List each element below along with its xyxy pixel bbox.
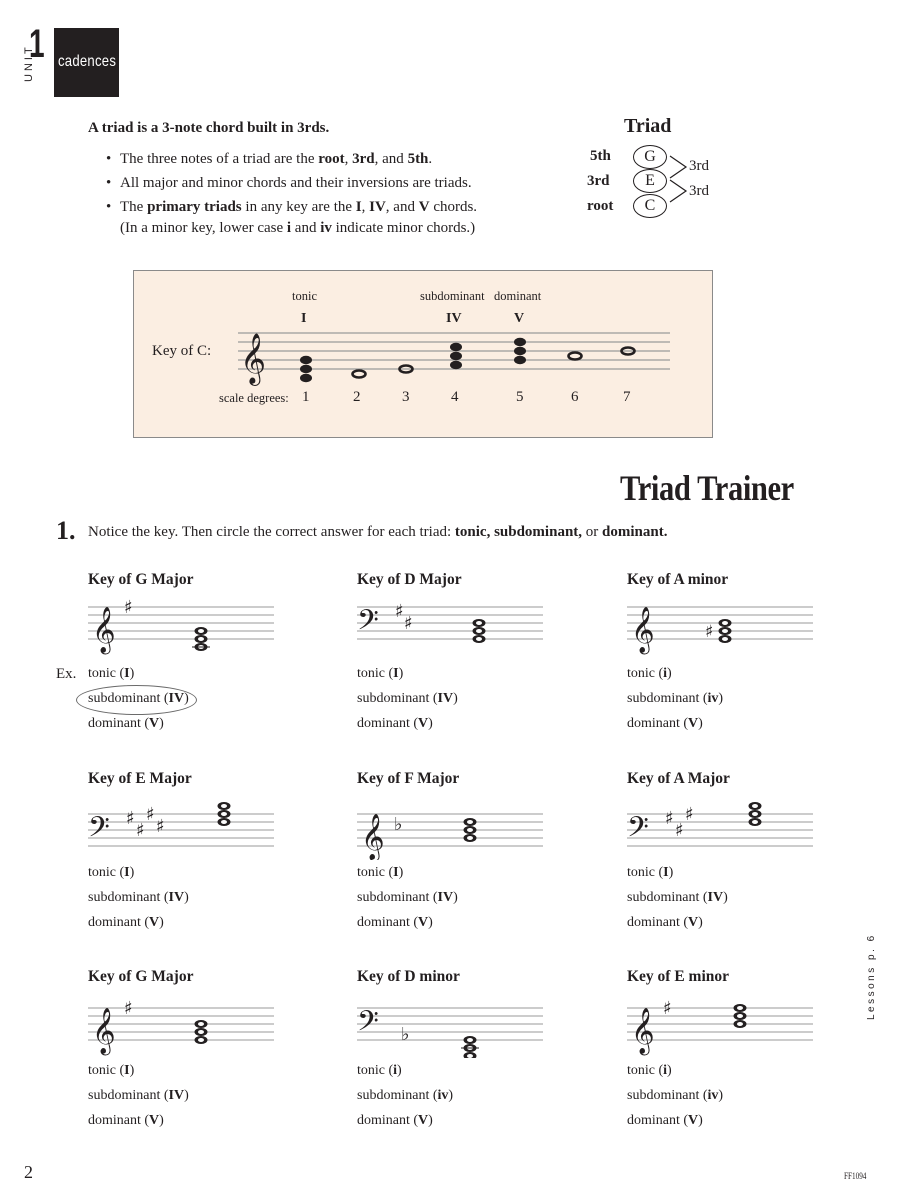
staff-treble-g-major	[88, 591, 278, 661]
degree-3: 3	[402, 389, 410, 405]
choice-dominant[interactable]: dominant (V)	[357, 1113, 433, 1128]
choice-subdominant[interactable]: subdominant (IV)	[88, 890, 189, 905]
degree-2: 2	[353, 389, 361, 405]
key-of-c-panel	[133, 270, 713, 438]
choice-dominant[interactable]: dominant (V)	[627, 915, 703, 930]
choice-tonic[interactable]: tonic (I)	[357, 666, 404, 681]
exercise-item-8	[357, 968, 587, 1148]
choice-tonic[interactable]: tonic (i)	[627, 666, 672, 681]
svg-text:𝄢: 𝄢	[357, 604, 379, 644]
triad-note-g: G	[633, 145, 667, 169]
exercise-instruction: Notice the key. Then circle the correct answer for each triad: tonic, subdominant, or dominant.	[88, 524, 668, 540]
key-title: Key of G Major	[88, 968, 194, 985]
choice-dominant[interactable]: dominant (V)	[357, 716, 433, 731]
svg-text:♯: ♯	[675, 820, 684, 841]
exercise-item-9	[627, 968, 857, 1148]
exercise-item-2	[357, 571, 587, 751]
key-title: Key of A minor	[627, 571, 729, 588]
bullet-3: • The primary triads in any key are the I, IV, and V chords. (In a minor key, lower case i and iv indicate minor chords.)	[120, 195, 477, 237]
exercise-item-1	[88, 571, 318, 751]
interval-brackets-icon	[668, 152, 690, 214]
svg-text:♯: ♯	[705, 622, 714, 642]
svg-text:♯: ♯	[156, 816, 165, 837]
staff-treble-e-minor	[627, 988, 817, 1058]
choice-tonic[interactable]: tonic (I)	[357, 865, 404, 880]
svg-text:♯: ♯	[404, 613, 413, 634]
section-badge	[54, 28, 119, 97]
choice-dominant[interactable]: dominant (V)	[627, 716, 703, 731]
choice-subdominant[interactable]: subdominant (IV)	[88, 1088, 189, 1103]
scale-degrees-label: scale degrees:	[219, 391, 289, 405]
label-subdominant: subdominant	[420, 289, 485, 303]
key-title: Key of E minor	[627, 968, 730, 985]
staff-bass-d-major	[357, 591, 547, 661]
triad-diagram-title: Triad	[624, 115, 672, 137]
svg-text:𝄞: 𝄞	[92, 1008, 116, 1054]
choice-tonic[interactable]: tonic (I)	[88, 666, 135, 681]
choice-dominant[interactable]: dominant (V)	[88, 1113, 164, 1128]
choice-subdominant[interactable]: subdominant (iv)	[627, 1088, 724, 1103]
svg-text:𝄞: 𝄞	[631, 607, 655, 653]
publication-code: FF1094	[844, 1171, 867, 1181]
choice-subdominant[interactable]: subdominant (IV)	[627, 890, 728, 905]
staff-bass-e-major	[88, 790, 278, 860]
page-number: 2	[24, 1162, 33, 1182]
choice-dominant[interactable]: dominant (V)	[357, 915, 433, 930]
interval-upper: 3rd	[689, 158, 709, 174]
choice-tonic[interactable]: tonic (I)	[627, 865, 674, 880]
triad-note-c: C	[633, 194, 667, 218]
svg-text:𝄞: 𝄞	[631, 1008, 655, 1054]
svg-text:𝄢: 𝄢	[357, 1005, 379, 1045]
intro-heading: A triad is a 3-note chord built in 3rds.	[88, 120, 330, 136]
svg-text:♭: ♭	[394, 814, 403, 835]
staff-treble-f-major	[357, 790, 547, 860]
key-of-c-label: Key of C:	[152, 343, 212, 359]
degree-6: 6	[571, 389, 579, 405]
choice-dominant[interactable]: dominant (V)	[627, 1113, 703, 1128]
svg-text:𝄞: 𝄞	[92, 607, 116, 653]
exercise-item-4	[88, 770, 318, 950]
svg-text:♯: ♯	[665, 808, 674, 829]
svg-text:♯: ♯	[395, 601, 404, 622]
svg-text:♯: ♯	[685, 804, 694, 825]
interval-lower: 3rd	[689, 183, 709, 199]
section-title: cadences	[58, 53, 117, 70]
choice-tonic[interactable]: tonic (i)	[357, 1063, 402, 1078]
svg-text:♯: ♯	[124, 998, 133, 1019]
key-title: Key of A Major	[627, 770, 730, 787]
unit-number: 1	[29, 22, 45, 66]
choice-subdominant[interactable]: subdominant (IV)	[88, 691, 189, 706]
choice-subdominant[interactable]: subdominant (IV)	[357, 691, 458, 706]
svg-text:♭: ♭	[401, 1024, 410, 1045]
example-label: Ex.	[56, 666, 77, 682]
degree-5: 5	[516, 389, 524, 405]
bullet-1: • The three notes of a triad are the root, 3rd, and 5th.	[120, 147, 477, 171]
staff-treble-a-minor	[627, 591, 817, 661]
degree-7: 7	[623, 389, 631, 405]
triad-label-root: root	[587, 198, 614, 214]
degree-1: 1	[302, 389, 310, 405]
svg-text:♯: ♯	[146, 804, 155, 825]
choice-tonic[interactable]: tonic (i)	[627, 1063, 672, 1078]
choice-dominant[interactable]: dominant (V)	[88, 716, 164, 731]
choice-tonic[interactable]: tonic (I)	[88, 1063, 135, 1078]
example-answer-circle	[76, 685, 197, 715]
triad-label-5th: 5th	[590, 148, 611, 164]
svg-text:♯: ♯	[126, 808, 135, 829]
key-title: Key of G Major	[88, 571, 194, 588]
page-title: Triad Trainer	[620, 468, 794, 508]
staff-bass-a-major	[627, 790, 817, 860]
exercise-item-5	[357, 770, 587, 950]
staff-bass-d-minor	[357, 988, 547, 1058]
choice-subdominant[interactable]: subdominant (iv)	[357, 1088, 454, 1103]
key-title: Key of F Major	[357, 770, 460, 787]
svg-text:𝄢: 𝄢	[88, 811, 110, 851]
numeral-V: V	[514, 311, 525, 326]
unit-label: UNIT	[23, 44, 35, 82]
lesson-reference: Lessons p. 6	[866, 933, 877, 1020]
choice-subdominant[interactable]: subdominant (IV)	[357, 890, 458, 905]
label-dominant: dominant	[494, 289, 542, 303]
bullet-3-note: (In a minor key, lower case i and iv indicate minor chords.)	[120, 220, 476, 236]
intro-bullets	[120, 147, 477, 237]
bullet-2: • All major and minor chords and their inversions are triads.	[120, 171, 477, 195]
svg-text:♯: ♯	[136, 820, 145, 841]
key-title: Key of E Major	[88, 770, 192, 787]
choice-dominant[interactable]: dominant (V)	[88, 915, 164, 930]
numeral-IV: IV	[446, 311, 462, 326]
choice-subdominant[interactable]: subdominant (iv)	[627, 691, 724, 706]
staff-treble-g-major-2	[88, 988, 278, 1058]
triad-note-e: E	[633, 169, 667, 193]
svg-text:♯: ♯	[124, 597, 133, 618]
key-title: Key of D minor	[357, 968, 460, 985]
exercise-item-6	[627, 770, 857, 950]
degree-4: 4	[451, 389, 459, 405]
exercise-number: 1.	[56, 516, 76, 545]
svg-text:𝄢: 𝄢	[627, 811, 649, 851]
svg-text:𝄞: 𝄞	[240, 333, 267, 384]
choice-tonic[interactable]: tonic (I)	[88, 865, 135, 880]
triad-label-3rd: 3rd	[587, 173, 610, 189]
numeral-I: I	[301, 311, 307, 326]
key-title: Key of D Major	[357, 571, 462, 588]
exercise-item-3	[627, 571, 857, 751]
exercise-item-7	[88, 968, 318, 1148]
label-tonic: tonic	[292, 289, 317, 303]
svg-text:♯: ♯	[663, 998, 672, 1019]
svg-text:𝄞: 𝄞	[361, 814, 385, 860]
